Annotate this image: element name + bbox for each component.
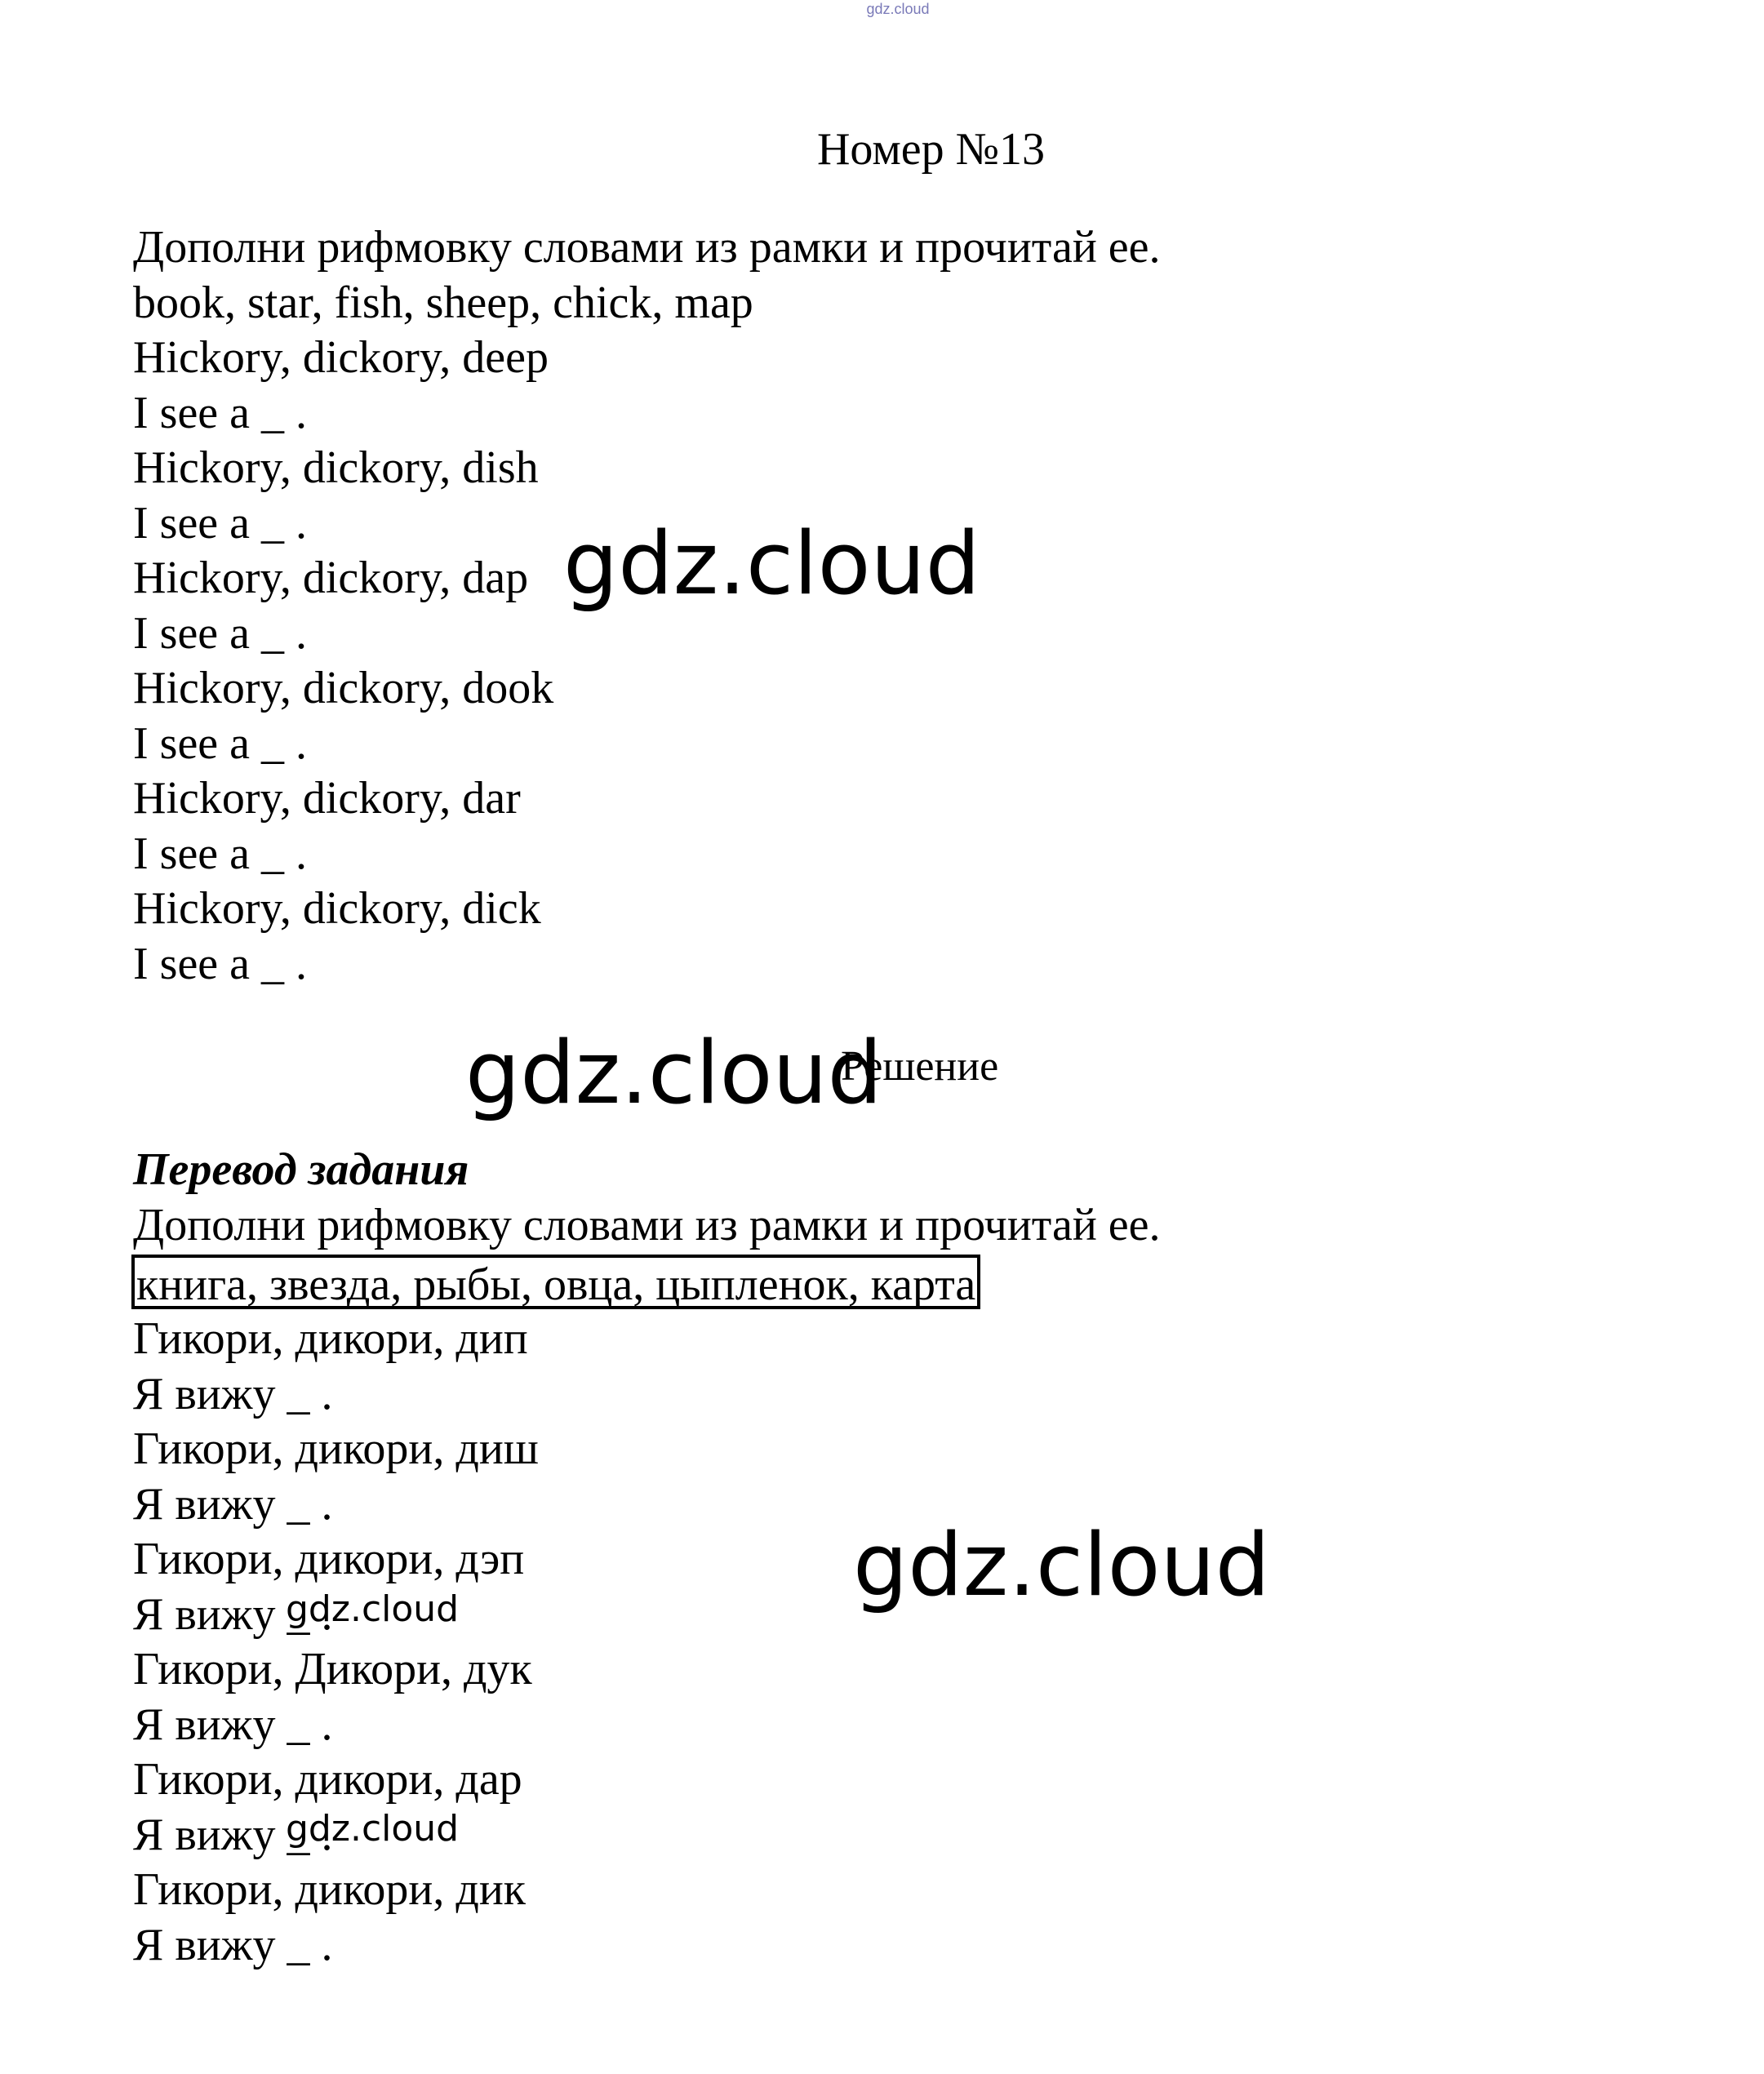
header-watermark: gdz.cloud [866, 1, 930, 17]
watermark: gdz.cloud [465, 1023, 882, 1123]
translation-line: Я вижу _ . [133, 1699, 333, 1750]
rhyme-line: I see a _ . [133, 828, 308, 879]
rhyme-line: I see a _ . [133, 497, 308, 548]
rhyme-line: I see a _ . [133, 607, 308, 659]
watermark: gdz.cloud [853, 1515, 1270, 1615]
rhyme-line: Hickory, dickory, dar [133, 773, 521, 824]
rhyme-line: I see a _ . [133, 387, 308, 438]
translation-heading: Перевод задания [133, 1144, 469, 1195]
translation-line: Гикори, дикори, диш [133, 1423, 539, 1474]
page-title: Номер №13 [816, 124, 1046, 175]
task-instruction: Дополни рифмовку словами из рамки и прочитай ее. [133, 222, 1161, 273]
rhyme-line: Hickory, dickory, dish [133, 442, 539, 493]
watermark: gdz.cloud [286, 1588, 460, 1630]
watermark: gdz.cloud [563, 513, 980, 614]
translation-line: Я вижу _ . [133, 1919, 333, 1970]
translation-line: Гикори, дикори, дип [133, 1313, 528, 1364]
translation-line: Гикори, дикори, дар [133, 1754, 522, 1805]
translation-line: Я вижу _ . [133, 1478, 333, 1530]
rhyme-line: Hickory, dickory, dick [133, 883, 541, 934]
rhyme-line: I see a _ . [133, 938, 308, 989]
rhyme-line: I see a _ . [133, 717, 308, 769]
watermark: gdz.cloud [286, 1808, 460, 1850]
task-word-list: book, star, fish, sheep, chick, map [133, 277, 753, 328]
translation-line: Я вижу _ . [133, 1588, 333, 1640]
translation-line: Гикори, Дикори, дук [133, 1644, 532, 1694]
translation-line: Я вижу _ . [133, 1368, 333, 1419]
translation-line: Гикори, дикори, дик [133, 1864, 527, 1915]
rhyme-line: Hickory, dickory, dook [133, 663, 554, 713]
translation-line: Гикори, дикори, дэп [133, 1534, 525, 1584]
rhyme-line: Hickory, dickory, deep [133, 332, 549, 383]
translation-instruction: Дополни рифмовку словами из рамки и прочитай ее. [133, 1199, 1161, 1250]
translation-line: Я вижу _ . [133, 1809, 333, 1860]
boxed-word-list: книга, звезда, рыбы, овца, цыпленок, карта [131, 1255, 980, 1309]
solution-heading: Решение [841, 1043, 999, 1090]
rhyme-line: Hickory, dickory, dap [133, 553, 529, 603]
